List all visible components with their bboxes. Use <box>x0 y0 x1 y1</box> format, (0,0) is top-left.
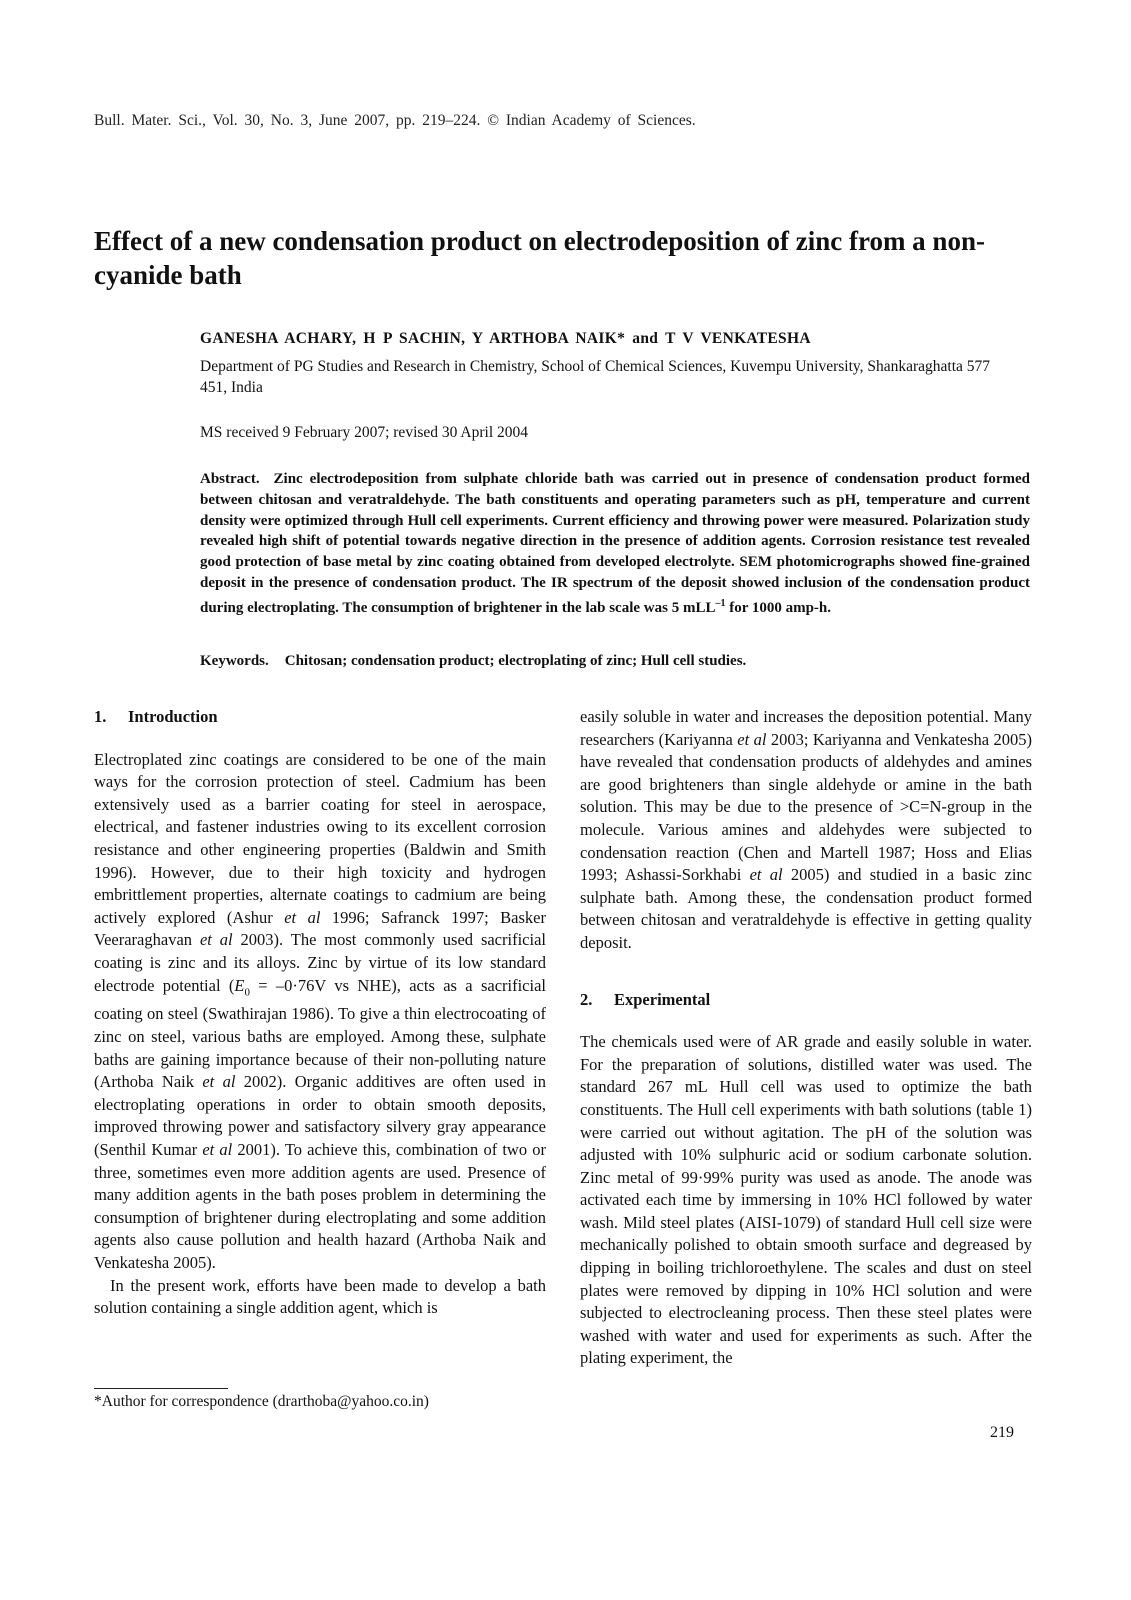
text-span: 2001). To achieve this, combination of two or three, sometimes even more addition agents are used. Presence of many addition agents in the bath poses problem in determining the consumption of brightener during electroplating and some addition agents also cause pollution and health hazard (Arthoba Naik and Venkatesha 2005). <box>94 1139 546 1272</box>
keywords-label: Keywords. <box>200 653 269 669</box>
abstract <box>200 469 1030 619</box>
abstract-tail: for 1000 amp-h. <box>725 599 832 616</box>
et-al: et al <box>199 930 233 950</box>
intro-paragraph-1 <box>94 749 546 1275</box>
abstract-label: Abstract. <box>200 471 260 487</box>
footnote-rule <box>94 1388 228 1389</box>
text-span: 1996; Safranck 1997; Basker Veeraraghavan <box>94 907 546 950</box>
section-number: 1. <box>94 707 107 726</box>
abstract-superscript: –1 <box>715 597 726 609</box>
experimental-paragraph-1: The chemicals used were of AR grade and easily soluble in water. For the preparation of solutions, distilled water was used. The standard 267 mL Hull cell was used to optimize the bath constituents. The Hull cell experiments with bath solutions (table 1) were carried out without agitation. The pH of the solution was adjusted with 10% sulphuric acid or sodium carbonate solution. Zinc metal of 99·99% purity was used as anode. The anode was activated each time by immersing in 10% HCl followed by water wash. Mild steel plates (AISI-1079) of standard Hull cell size were mechanically polished to obtain smooth surface and degreased by dipping in boiling trichloroethylene. The scales and dust on steel plates were removed by dipping in 10% HCl solution and were subjected to electrocleaning process. Then these steel plates were washed with water and used for experiments as such. After the plating experiment, the <box>580 1032 1032 1368</box>
section-title: Experimental <box>614 989 711 1009</box>
author-list: GANESHA ACHARY, H P SACHIN, Y ARTHOBA NAIK* and T V VENKATESHA <box>200 330 811 347</box>
text-span: 2005) and studied in a basic zinc sulphate bath. Among these, the condensation product formed between chitosan and veratraldehyde is effective in getting quality deposit. <box>580 865 1032 952</box>
subscript: 0 <box>244 985 250 998</box>
keywords <box>200 653 1030 670</box>
journal-header: Bull. Mater. Sci., Vol. 30, No. 3, June 2007, pp. 219–224. © Indian Academy of Sciences. <box>94 112 696 129</box>
section-heading-introduction <box>94 706 546 729</box>
section-title: Introduction <box>128 707 218 726</box>
et-al: et al <box>737 729 767 749</box>
paper-title: Effect of a new condensation product on electrodeposition of zinc from a non-cyanide bath <box>94 226 985 290</box>
intro-paragraph-2: In the present work, efforts have been made to develop a bath solution containing a single addition agent, which is <box>94 1275 546 1318</box>
section-heading-experimental <box>580 989 1032 1012</box>
footnote: *Author for correspondence (drarthoba@yahoo.co.in) <box>94 1393 429 1410</box>
variable-E: E <box>234 975 245 995</box>
affiliation: Department of PG Studies and Research in Chemistry, School of Chemical Sciences, Kuvempu University, Shankaraghatta 577 451, India <box>200 358 991 396</box>
text-span: Electroplated zinc coatings are considered to be one of the main ways for the corrosion protection of steel. Cadmium has been extensively used as a barrier coating for steel in aerospace, electrical, and fastener industries owing to its excellent corrosion resistance and other engineering properties (Baldwin and Smith 1996). However, due to their high toxicity and hydrogen embrittlement properties, alternate coatings to cadmium are being actively explored (Ashur <box>94 749 546 927</box>
abstract-text: Zinc electrodeposition from sulphate chloride bath was carried out in presence of condensation product formed between chitosan and veratraldehyde. The bath constituents and operating parameters such as pH, temperature and current density were optimized through Hull cell experiments. Current efficiency and throwing power were measured. Polarization study revealed high shift of potential towards negative direction in the presence of addition agents. Corrosion resistance test revealed good protection of base metal by zinc coating obtained from developed electrolyte. SEM photomicrographs showed fine-grained deposit in the presence of condensation product. The IR spectrum of the deposit showed inclusion of the condensation product during electroplating. The consumption of brightener in the lab scale was 5 mLL <box>200 471 1031 616</box>
text-span: 2003; Kariyanna and Venkatesha 2005) have revealed that condensation products of aldehydes and amines are good brighteners than single aldehyde or amine in the bath solution. This may be due to the presence of >C=N-group in the molecule. Various amines and aldehydes were subjected to condensation reaction (Chen and Martell 1987; Hoss and Elias 1993; Ashassi-Sorkhabi <box>580 729 1032 885</box>
left-column <box>94 706 546 1320</box>
intro-paragraph-2-continued <box>580 706 1032 955</box>
right-column <box>580 706 1032 1370</box>
text-span: 2003). The most commonly used sacrificial coating is zinc and its alloys. Zinc by virtue of its low standard electrode potential ( <box>94 930 546 995</box>
et-al: et al <box>202 1072 236 1092</box>
page-number: 219 <box>990 1424 1014 1441</box>
et-al: et al <box>284 907 321 927</box>
et-al: et al <box>202 1139 233 1159</box>
text-span: 2002). Organic additives are often used in electroplating operations in order to obtain smooth deposits, improved throwing power and satisfactory silvery gray appearance (Senthil Kumar <box>94 1072 546 1159</box>
text-span: easily soluble in water and increases the deposition potential. Many researchers (Kariyanna <box>580 707 1032 749</box>
text-span: = –0·76V vs NHE), acts as a sacrificial coating on steel (Swathirajan 1986). To give a thin electrocoating of zinc on steel, various baths are employed. Among these, sulphate baths are gaining importance because of their non-polluting nature (Arthoba Naik <box>94 975 546 1092</box>
et-al: et al <box>749 865 783 885</box>
section-number: 2. <box>580 989 593 1009</box>
keywords-text: Chitosan; condensation product; electroplating of zinc; Hull cell studies. <box>284 653 747 669</box>
received-dates: MS received 9 February 2007; revised 30 April 2004 <box>200 424 529 441</box>
